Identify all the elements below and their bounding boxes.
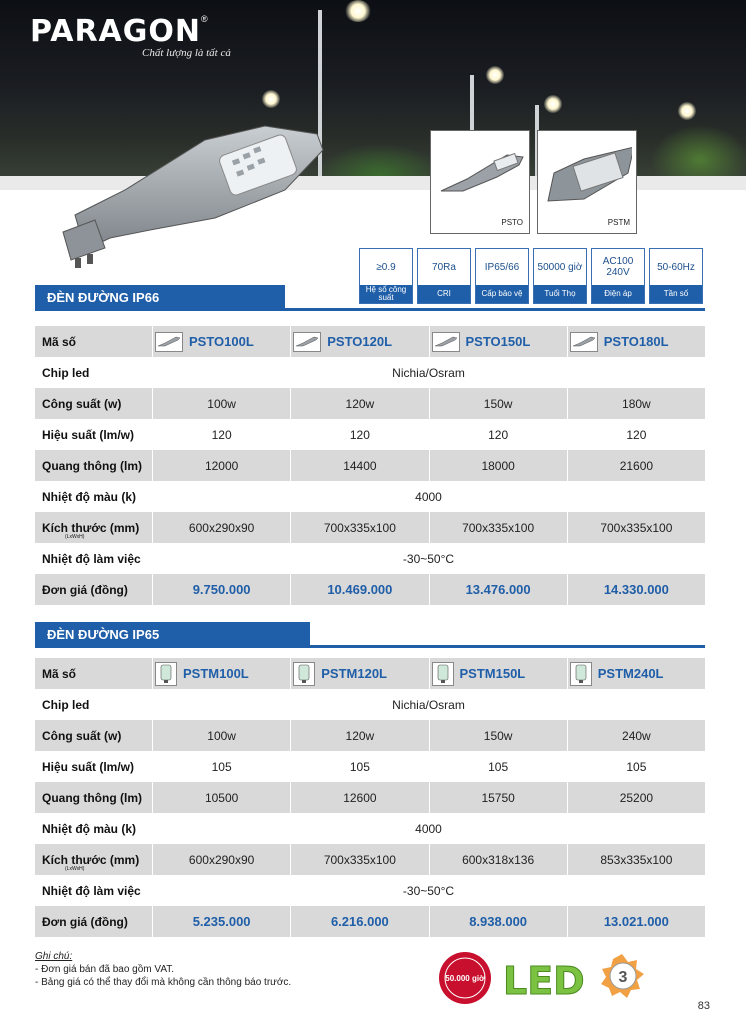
row-label: Đơn giá (đồng) xyxy=(42,914,128,929)
note-item: - Đơn giá bán đã bao gồm VAT. xyxy=(35,964,175,975)
merged-cell: Nichia/Osram xyxy=(392,365,465,380)
spec-value: 70Ra xyxy=(418,249,470,285)
table-row xyxy=(35,782,705,813)
spec-label: CRI xyxy=(418,285,470,303)
price-cell: 8.938.000 xyxy=(429,906,567,937)
pstm-lamp-icon xyxy=(544,143,632,223)
table-row xyxy=(35,689,705,720)
spec-label: Tuổi Thọ xyxy=(534,285,586,303)
pstm-lamp-icon xyxy=(293,662,315,686)
section-underline xyxy=(35,645,705,648)
product-code: PSTO120L xyxy=(327,334,393,349)
table-cell: 150w xyxy=(429,720,567,751)
table-row xyxy=(35,875,705,906)
lifetime-seal-icon xyxy=(439,952,491,1004)
table-cell: 700x335x100 xyxy=(290,512,428,543)
row-label-text: Kích thước (mm) xyxy=(42,520,140,535)
pstm-lamp-icon xyxy=(570,662,592,686)
street-light-glow xyxy=(262,90,280,108)
product-code-cell xyxy=(567,326,705,357)
thumbnail-psto xyxy=(430,130,530,234)
spec-value: 50000 giờ xyxy=(534,249,586,285)
table-cell: 120 xyxy=(567,419,705,450)
table-cell: 12600 xyxy=(290,782,428,813)
table-row xyxy=(35,720,705,751)
table-row xyxy=(35,906,705,937)
row-label-text: Kích thước (mm) xyxy=(42,852,140,867)
table-cell: 180w xyxy=(567,388,705,419)
row-label: Nhiệt độ làm việc xyxy=(42,551,141,566)
note-item: - Bảng giá có thể thay đổi mà không cần thông báo trước. xyxy=(35,977,292,988)
row-label: Chip led xyxy=(42,365,90,380)
table-cell: 105 xyxy=(290,751,428,782)
badges xyxy=(437,950,647,1010)
table-cell: 120 xyxy=(429,419,567,450)
row-label: Mã số xyxy=(42,334,77,349)
street-light-glow xyxy=(486,66,504,84)
row-label: Mã số xyxy=(42,666,77,681)
led-logo: LED xyxy=(503,959,585,1003)
table-ip66 xyxy=(35,326,705,605)
pstm-lamp-icon xyxy=(432,662,454,686)
spec-value: AC100 240V xyxy=(592,249,644,285)
row-label: Hiệu suất (lm/w) xyxy=(42,759,135,774)
table-cell: 100w xyxy=(152,720,290,751)
product-code-cell xyxy=(152,658,290,689)
spec-label: Cấp bảo vệ xyxy=(476,285,528,303)
table-row xyxy=(35,543,705,574)
row-label: Quang thông (lm) xyxy=(42,790,142,805)
merged-cell: 4000 xyxy=(415,821,442,836)
seal-text: 50.000 giờ xyxy=(445,974,485,983)
row-label: Hiệu suất (lm/w) xyxy=(42,427,135,442)
row-label: Chip led xyxy=(42,697,90,712)
brand-name: PARAGON xyxy=(30,14,202,49)
street-light-glow xyxy=(544,95,562,113)
row-label: Nhiệt độ màu (k) xyxy=(42,489,137,504)
row-label xyxy=(35,520,152,540)
notes-title: Ghi chú: xyxy=(35,951,73,962)
table-cell: 150w xyxy=(429,388,567,419)
table-cell: 10500 xyxy=(152,782,290,813)
row-label: Quang thông (lm) xyxy=(42,458,142,473)
spec-value: 50-60Hz xyxy=(650,249,702,285)
psto-lamp-icon xyxy=(155,332,183,352)
table-row xyxy=(35,326,705,357)
product-code: PSTO180L xyxy=(603,334,669,349)
merged-cell: 4000 xyxy=(415,489,442,504)
table-cell: 120 xyxy=(290,419,428,450)
warranty-years: 3 xyxy=(618,969,628,986)
spec-value: ≥0.9 xyxy=(360,249,412,285)
price-cell: 9.750.000 xyxy=(152,574,290,605)
table-row xyxy=(35,388,705,419)
table-row xyxy=(35,813,705,844)
table-ip65 xyxy=(35,658,705,937)
merged-cell: -30~50°C xyxy=(402,551,455,566)
row-label-sub: (LxWxH) xyxy=(65,865,85,872)
street-lamp-image xyxy=(55,120,335,280)
table-cell: 240w xyxy=(567,720,705,751)
thumbnail-caption: PSTO xyxy=(501,218,523,227)
table-cell: 600x290x90 xyxy=(152,844,290,875)
table-row xyxy=(35,751,705,782)
table-cell: 21600 xyxy=(567,450,705,481)
psto-lamp-icon xyxy=(570,332,598,352)
table-row xyxy=(35,658,705,689)
spec-label: Hệ số công suất xyxy=(360,285,412,303)
psto-lamp-icon xyxy=(437,143,525,213)
table-cell: 105 xyxy=(567,751,705,782)
table-cell: 105 xyxy=(152,751,290,782)
section-title: ĐÈN ĐƯỜNG IP65 xyxy=(35,622,310,648)
table-cell: 700x335x100 xyxy=(429,512,567,543)
table-cell: 853x335x100 xyxy=(567,844,705,875)
row-label: Công suất (w) xyxy=(42,396,122,411)
product-code-cell xyxy=(429,658,567,689)
table-cell: 700x335x100 xyxy=(290,844,428,875)
table-cell: 600x290x90 xyxy=(152,512,290,543)
product-code: PSTM120L xyxy=(321,666,387,681)
table-cell: 700x335x100 xyxy=(567,512,705,543)
table-cell: 100w xyxy=(152,388,290,419)
table-cell: 120w xyxy=(290,388,428,419)
table-cell: 105 xyxy=(429,751,567,782)
table-row xyxy=(35,419,705,450)
row-label: Nhiệt độ màu (k) xyxy=(42,821,137,836)
psto-lamp-icon xyxy=(293,332,321,352)
product-code-cell xyxy=(429,326,567,357)
registered-mark: ® xyxy=(201,14,208,24)
price-cell: 13.476.000 xyxy=(429,574,567,605)
merged-cell: -30~50°C xyxy=(402,883,455,898)
pstm-lamp-icon xyxy=(155,662,177,686)
price-cell: 14.330.000 xyxy=(567,574,705,605)
product-code-cell xyxy=(290,326,428,357)
price-cell: 5.235.000 xyxy=(152,906,290,937)
section-header-ip66 xyxy=(35,285,705,311)
table-row xyxy=(35,512,705,543)
price-cell: 10.469.000 xyxy=(290,574,428,605)
street-light-glow xyxy=(345,0,371,22)
spec-label: Điện áp xyxy=(592,285,644,303)
table-cell: 120 xyxy=(152,419,290,450)
product-code-cell xyxy=(567,658,705,689)
table-cell: 15750 xyxy=(429,782,567,813)
product-code: PSTO150L xyxy=(465,334,531,349)
table-cell: 600x318x136 xyxy=(429,844,567,875)
product-code-cell xyxy=(290,658,428,689)
psto-lamp-icon xyxy=(432,332,460,352)
table-cell: 120w xyxy=(290,720,428,751)
section-header-ip65 xyxy=(35,622,705,648)
table-row xyxy=(35,574,705,605)
product-code: PSTM240L xyxy=(597,666,664,681)
merged-cell: Nichia/Osram xyxy=(392,697,465,712)
row-label: Đơn giá (đồng) xyxy=(42,582,128,597)
table-cell: 12000 xyxy=(152,450,290,481)
table-cell: 25200 xyxy=(567,782,705,813)
table-row xyxy=(35,450,705,481)
table-row xyxy=(35,481,705,512)
section-underline xyxy=(35,308,705,311)
price-cell: 13.021.000 xyxy=(567,906,705,937)
warranty-badge-icon xyxy=(601,954,644,998)
product-code: PSTM150L xyxy=(459,666,526,681)
brand-tagline: Chất lượng là tất cả xyxy=(142,47,231,59)
row-label xyxy=(35,852,152,872)
product-code: PSTO100L xyxy=(189,334,254,349)
section-title: ĐÈN ĐƯỜNG IP66 xyxy=(35,285,285,311)
street-light-glow xyxy=(678,102,696,120)
table-cell: 18000 xyxy=(429,450,567,481)
table-row xyxy=(35,357,705,388)
table-row xyxy=(35,844,705,875)
price-cell: 6.216.000 xyxy=(290,906,428,937)
product-code: PSTM100L xyxy=(183,666,249,681)
notes xyxy=(35,950,291,989)
brand-logo xyxy=(30,14,231,59)
product-code-cell xyxy=(152,326,290,357)
thumbnail-pstm xyxy=(537,130,637,234)
thumbnail-caption: PSTM xyxy=(607,218,630,227)
table-cell: 14400 xyxy=(290,450,428,481)
row-label: Công suất (w) xyxy=(42,728,122,743)
spec-value: IP65/66 xyxy=(476,249,528,285)
row-label-sub: (LxWxH) xyxy=(65,533,85,540)
spec-label: Tần số xyxy=(650,285,702,303)
page-number: 83 xyxy=(697,1000,710,1012)
row-label: Nhiệt độ làm việc xyxy=(42,883,141,898)
